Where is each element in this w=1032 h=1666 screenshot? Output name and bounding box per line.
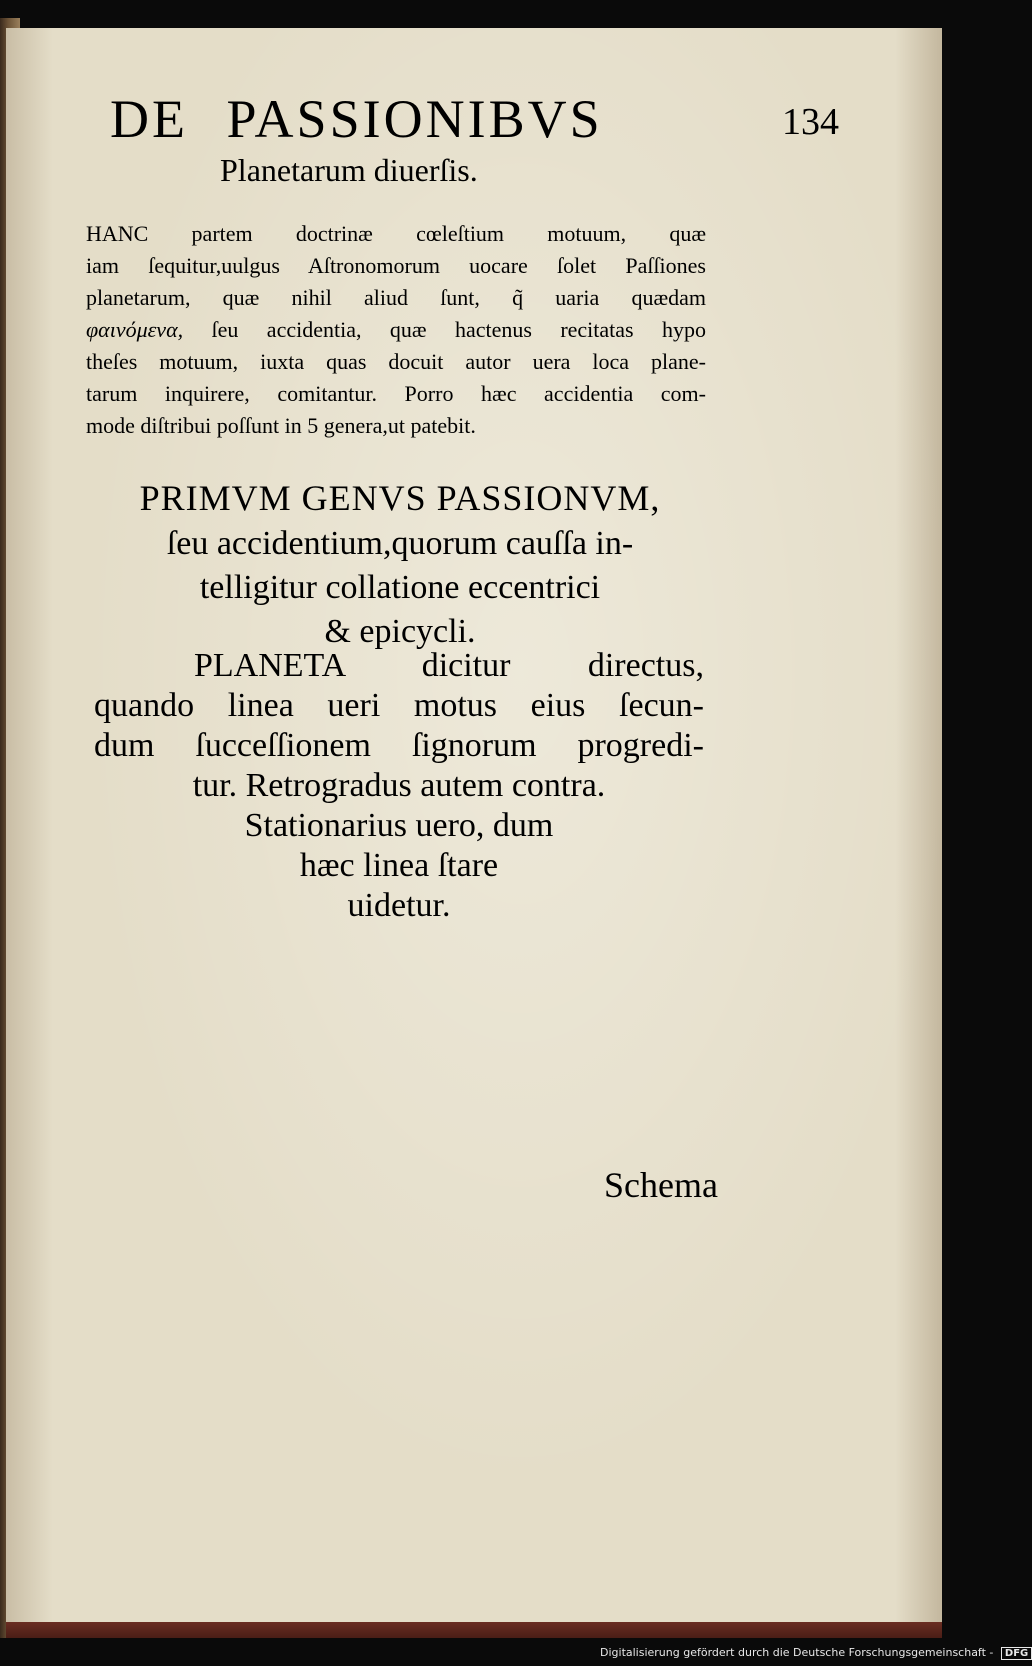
running-head: DE PASSIONIBVS [110, 89, 603, 149]
intro-line: planetarum, quæ nihil aliud ſunt, q̃ uaria quædam [86, 285, 706, 310]
body-line: dum ſucceſſionem ſignorum progredi- [94, 727, 704, 764]
body-line: PLANETA dicitur directus, [194, 647, 704, 684]
body-paragraph [94, 646, 704, 926]
catchword: Schema [604, 1165, 718, 1205]
intro-line: iam ſequitur,uulgus Aſtronomorum uocare ſolet Paſſiones [86, 253, 706, 278]
dfg-logo: DFG [1001, 1647, 1032, 1660]
body-line: Stationarius uero, dum [244, 807, 554, 844]
body-line: tur. Retrogradus autem contra. [192, 767, 606, 804]
body-line: uidetur. [347, 887, 451, 924]
digitization-credit [600, 1646, 1032, 1660]
section-title-line: telligitur collatione eccentrici [199, 569, 601, 606]
body-line: quando linea ueri motus eius ſecun- [94, 687, 704, 724]
section-title-line: & epicycli. [324, 613, 476, 650]
intro-line: mode diſtribui poſſunt in 5 genera,ut patebit. [86, 413, 476, 438]
intro-line-greek [86, 314, 706, 346]
intro-line: tarum inquirere, comitantur. Porro hæc accidentia com- [86, 381, 706, 406]
body-line: hæc linea ſtare [299, 847, 499, 884]
page-bottom-edge [6, 1622, 942, 1638]
intro-line: ſeu accidentia, quæ hactenus recitatas hypo [211, 317, 706, 342]
section-heading [90, 474, 710, 654]
page-number: 134 [782, 101, 839, 143]
page-subtitle: Planetarum diuerſis. [220, 152, 478, 188]
intro-paragraph [86, 218, 706, 442]
greek-word: φαινόμενα, [86, 317, 184, 342]
section-title-line: ſeu accidentium,quorum cauſſa in- [166, 525, 634, 562]
intro-line: HANC partem doctrinæ cœleſtium motuum, quæ [86, 221, 706, 246]
section-title-caps: PRIMVM GENVS PASSIONVM, [139, 478, 661, 518]
intro-line: theſes motuum, iuxta quas docuit autor uera loca plane- [86, 349, 706, 374]
credit-text: Digitalisierung gefördert durch die Deutsche Forschungsgemeinschaft - [600, 1646, 994, 1659]
